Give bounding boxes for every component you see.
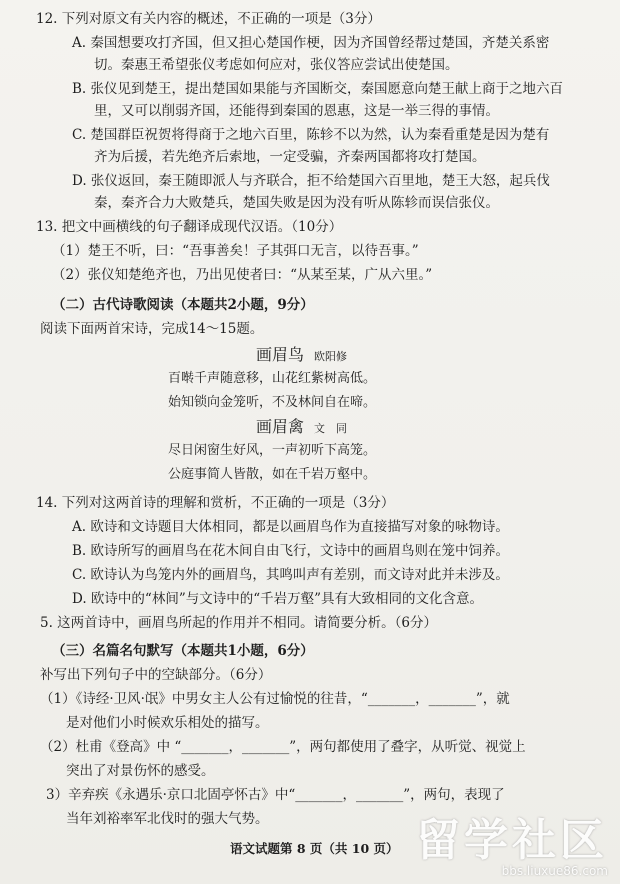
q13-item-2: （2）张仪知楚绝齐也，乃出见使者曰：“从某至某，广从六里。” (52, 267, 433, 283)
section-3-heading: （三）名篇名句默写（本题共1小题，6分） (52, 643, 314, 659)
q16-item-3-cont: 当年刘裕率军北伐时的强大气势。 (66, 811, 269, 827)
q13-stem: 13. 把文中画横线的句子翻译成现代汉语。（10分） (36, 219, 343, 235)
q14-stem: 14. 下列对这两首诗的理解和赏析，不正确的一项是（3分） (36, 495, 395, 511)
q12-option-b-cont: 里，又可以削弱齐国，还能得到秦国的恩惠，这是一举三得的事情。 (94, 103, 499, 119)
q14-option-c: C. 欧诗认为鸟笼内外的画眉鸟，其鸣叫声有差别，而文诗对此并未涉及。 (72, 567, 509, 583)
poem-1-heading (256, 346, 347, 366)
page-footer: 语文试题第 8 页（共 10 页） (230, 841, 399, 856)
q14-option-b: B. 欧诗所写的画眉鸟在花木间自由飞行，文诗中的画眉鸟则在笼中饲养。 (72, 543, 510, 559)
q16-item-1: （1）《诗经·卫风·氓》中男女主人公有过愉悦的往昔，“_______，_______”，就 (40, 691, 510, 707)
q12-option-d-cont: 秦，秦齐合力大败楚兵，楚国失败是因为没有听从陈轸而误信张仪。 (94, 195, 499, 211)
q16-item-2-cont: 突出了对景伤怀的感受。 (66, 763, 215, 779)
section-3-instruction: 补写出下列句子中的空缺部分。（6分） (40, 667, 272, 683)
q12-stem: 12. 下列对原文有关内容的概述，不正确的一项是（3分） (36, 11, 381, 27)
poem-1-line-2: 始知锁向金笼听，不及林间自在啼。 (168, 395, 377, 410)
q12-option-a-cont: 切。秦惠王希望张仪考虑如何应对，张仪答应尝试出使楚国。 (94, 57, 459, 73)
q16-item-1-cont: 是对他们小时候欢乐相处的描写。 (66, 715, 269, 731)
poem-1-line-1: 百啭千声随意移，山花红紫树高低。 (168, 371, 377, 386)
site-watermark (416, 815, 608, 878)
q12-option-b: B. 张仪见到楚王，提出楚国如果能与齐国断交，秦国愿意向楚王献上商于之地六百 (72, 81, 564, 97)
q14-option-a: A. 欧诗和文诗题目大体相同，都是以画眉鸟作为直接描写对象的咏物诗。 (72, 519, 509, 535)
section-2-instruction: 阅读下面两首宋诗，完成14～15题。 (40, 321, 264, 337)
q14-option-d: D. 欧诗中的“林间”与文诗中的“千岩万壑”具有大致相同的文化含意。 (72, 591, 484, 607)
poem-2-line-1: 尽日闲窗生好风，一声初听下高笼。 (168, 443, 377, 458)
q16-item-3: 3）辛弃疾《永遇乐·京口北固亭怀古》中“_______，_______”，两句，表现了 (46, 787, 505, 803)
q12-option-c-cont: 齐为后援，若先绝齐后索地，一定受骗，齐秦两国都将攻打楚国。 (94, 149, 486, 165)
poem-2-author: 文 同 (314, 422, 348, 435)
q12-option-d: D. 张仪返回，秦王随即派人与齐联合，拒不给楚国六百里地，楚王大怒，起兵伐 (72, 173, 550, 189)
watermark-logo-text: 留学社区 (416, 815, 608, 866)
q15-stem: 5. 这两首诗中，画眉鸟所起的作用并不相同。请简要分析。（6分） (40, 615, 438, 631)
poem-1-author: 欧阳修 (314, 350, 348, 363)
poem-1-title: 画眉鸟 (256, 345, 305, 364)
poem-2-heading (256, 418, 347, 438)
poem-2-title: 画眉禽 (256, 417, 305, 436)
section-2-heading: （二）古代诗歌阅读（本题共2小题，9分） (52, 297, 314, 313)
poem-2-line-2: 公庭事简人皆散，如在千岩万壑中。 (168, 467, 377, 482)
q12-option-a: A. 秦国想要攻打齐国，但又担心楚国作梗，因为齐国曾经帮过楚国，齐楚关系密 (72, 35, 550, 51)
watermark-url: bbs.liuxue86.com (501, 864, 608, 878)
q12-option-c: C. 楚国群臣祝贺将得商于之地六百里，陈轸不以为然，认为秦看重楚是因为楚有 (72, 127, 550, 143)
q13-item-1: （1）楚王不听，曰：“吾事善矣！子其弭口无言，以待吾事。” (52, 243, 419, 259)
q16-item-2: （2）杜甫《登高》中 “_______，_______”，两句都使用了叠字，从听觉、视觉上 (40, 739, 526, 755)
